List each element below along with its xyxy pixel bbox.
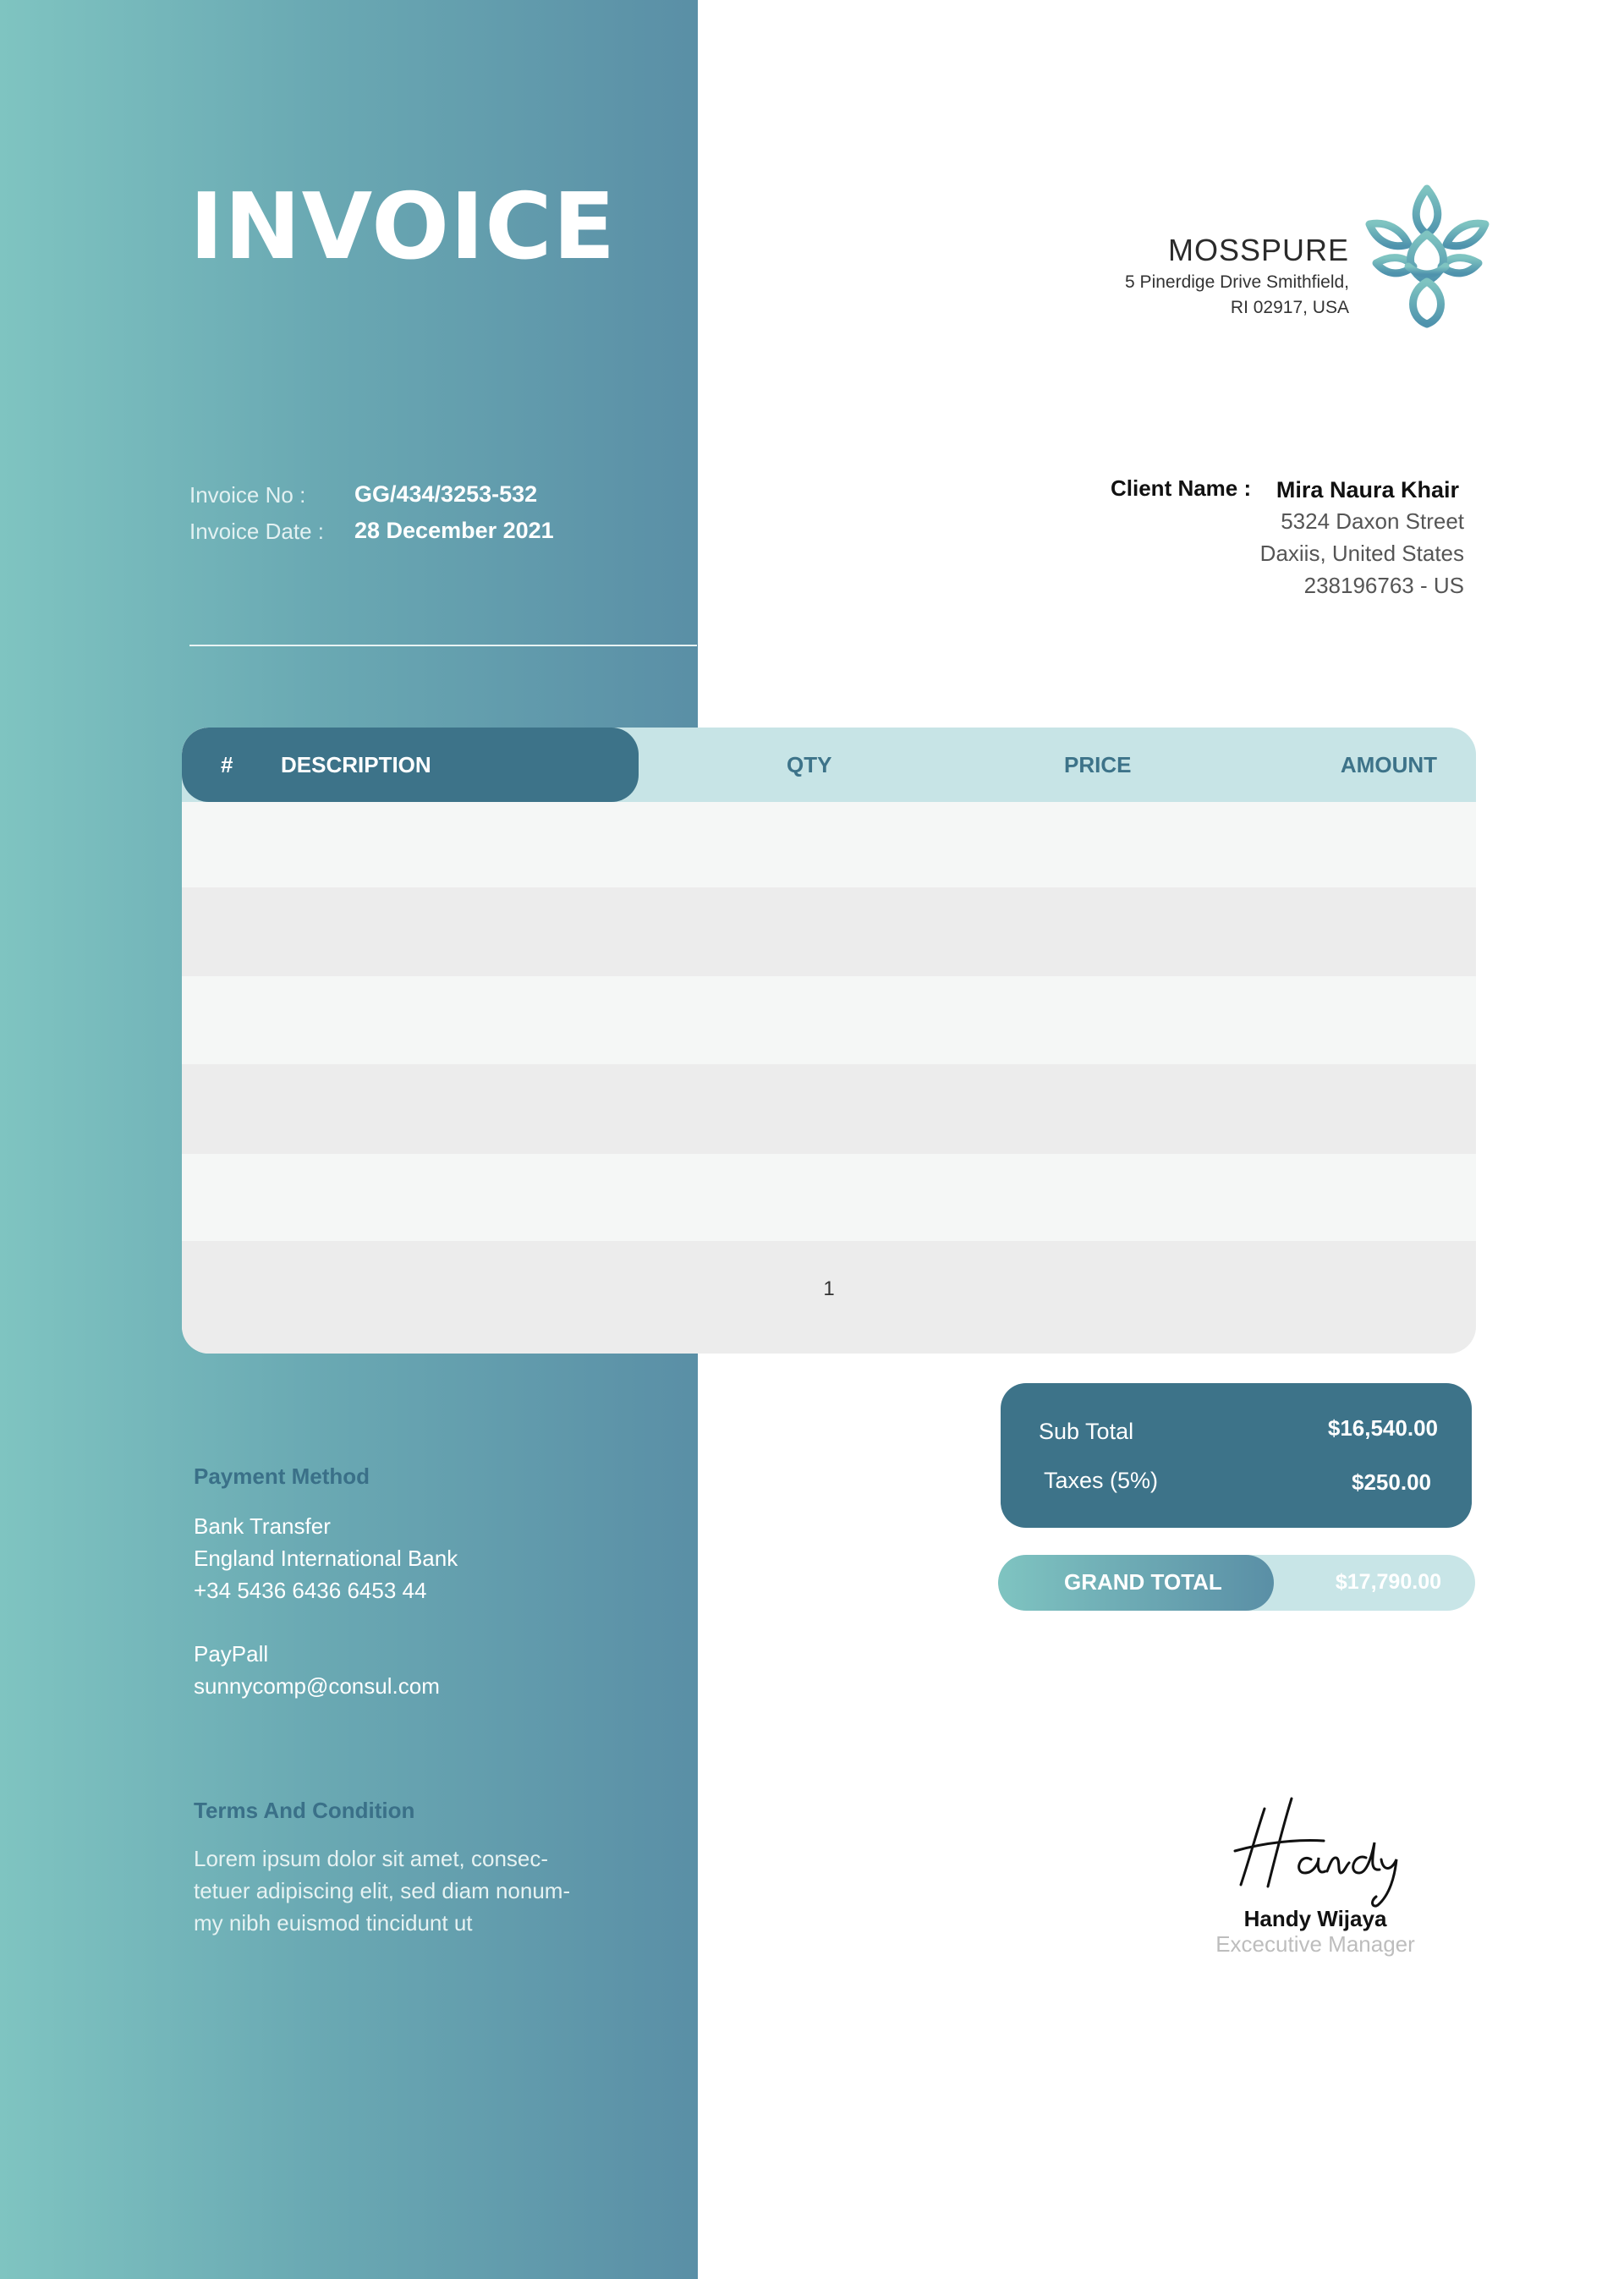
- table-header: [182, 728, 1476, 802]
- subtotal-label: Sub Total: [1039, 1419, 1134, 1444]
- taxes-value: $250.00: [1352, 1469, 1431, 1495]
- grand-total-value: $17,790.00: [1335, 1570, 1441, 1594]
- payment-paypal-label: PayPall: [194, 1641, 269, 1667]
- company-name: MOSSPURE: [1167, 233, 1349, 267]
- client-address-line3: 238196763 - US: [1303, 573, 1464, 598]
- company-block: [1125, 233, 1349, 319]
- taxes-label: Taxes (5%): [1044, 1468, 1159, 1493]
- payment-bank-phone: +34 5436 6436 6453 44: [194, 1578, 427, 1603]
- payment-method-heading: Payment Method: [194, 1464, 370, 1489]
- column-header-description: DESCRIPTION: [281, 752, 431, 777]
- invoice-title: INVOICE: [189, 174, 617, 280]
- column-header-qty: QTY: [787, 752, 832, 777]
- client-name-label: Client Name :: [1111, 475, 1252, 501]
- column-header-number: #: [221, 752, 233, 777]
- table-row: [182, 1154, 1476, 1241]
- table-row: [182, 802, 1476, 887]
- payment-bank-name: England International Bank: [194, 1546, 458, 1571]
- table-row: [182, 1064, 1476, 1154]
- page-number: 1: [823, 1277, 835, 1300]
- items-table: [182, 728, 1476, 1354]
- lotus-knot-logo-icon: [1358, 182, 1497, 330]
- subtotal-value: $16,540.00: [1327, 1415, 1438, 1441]
- terms-line2: tetuer adipiscing elit, sed diam nonum-: [194, 1878, 571, 1903]
- invoice-number: GG/434/3253-532: [354, 481, 538, 507]
- invoice-date-label: Invoice Date :: [189, 519, 324, 544]
- header-divider: [189, 645, 697, 646]
- table-row: [182, 887, 1476, 976]
- invoice-date: 28 December 2021: [354, 518, 554, 543]
- invoice-number-label: Invoice No :: [189, 482, 306, 508]
- payment-paypal-email[interactable]: sunnycomp@consul.com: [194, 1673, 440, 1699]
- client-name: Mira Naura Khair: [1276, 477, 1459, 502]
- column-header-price: PRICE: [1064, 752, 1132, 777]
- client-address-line2: Daxiis, United States: [1259, 541, 1464, 566]
- payment-bank-method: Bank Transfer: [194, 1513, 331, 1539]
- table-row: [182, 976, 1476, 1064]
- signatory-title: Excecutive Manager: [1215, 1931, 1415, 1957]
- grand-total-bar: [998, 1555, 1475, 1611]
- terms-line3: my nibh euismod tincidunt ut: [194, 1910, 473, 1936]
- totals-box: [1001, 1383, 1472, 1528]
- company-address-line2: RI 02917, USA: [1230, 298, 1349, 317]
- signatory-name: Handy Wijaya: [1243, 1906, 1387, 1931]
- grand-total-label: GRAND TOTAL: [1064, 1569, 1222, 1595]
- terms-line1: Lorem ipsum dolor sit amet, consec-: [194, 1846, 549, 1871]
- signature-image: [1231, 1792, 1417, 1910]
- company-address-line1: 5 Pinerdige Drive Smithfield,: [1125, 272, 1349, 292]
- terms-heading: Terms And Condition: [194, 1798, 415, 1823]
- client-address-line1: 5324 Daxon Street: [1281, 508, 1464, 534]
- column-header-amount: AMOUNT: [1340, 752, 1437, 777]
